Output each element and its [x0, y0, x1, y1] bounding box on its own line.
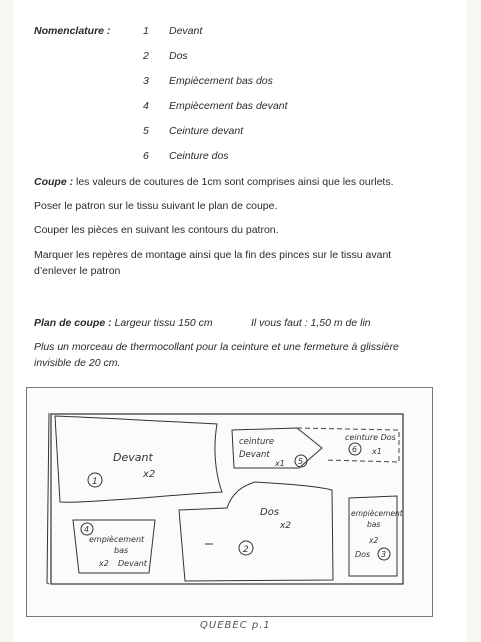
plan-extra-2: invisible de 20 cm.: [34, 357, 121, 369]
ceinture-dos-label: ceinture Dos: [345, 433, 396, 442]
page-caption: QUEBEC p.1: [200, 620, 271, 631]
nomenclature-label: Empiècement bas devant: [169, 100, 288, 112]
devant-qty: x2: [143, 469, 156, 480]
emp-devant-qty: x2: [99, 559, 109, 568]
nomenclature-number: 6: [143, 150, 149, 162]
nomenclature-number: 5: [143, 125, 149, 137]
nomenclature-number: 2: [143, 50, 149, 62]
ceinture-devant-qty: x1: [275, 459, 285, 468]
emp-devant-num: 4: [84, 525, 90, 534]
nomenclature-number: 4: [143, 100, 149, 112]
plan-width: Largeur tissu 150 cm: [114, 317, 213, 329]
coupe-line-3: Couper les pièces en suivant les contours du patron.: [34, 224, 279, 236]
dos-num: 2: [243, 545, 249, 555]
cutting-plan-figure: [26, 387, 433, 617]
coupe-line-1: [34, 176, 394, 189]
plan-extra-1: Plus un morceau de thermocollant pour la ceinture et une fermeture à glissière: [34, 341, 399, 353]
fabric-selvage-left: [47, 413, 49, 584]
coupe-line-5: d’enlever le patron: [34, 265, 121, 277]
cutting-plan-drawing: [27, 388, 432, 616]
piece-dos: [179, 482, 333, 581]
ceinture-devant-label-b: Devant: [239, 450, 270, 460]
plan-line: [34, 317, 213, 330]
emp-dos-label-a: empiècement: [351, 509, 403, 518]
nomenclature-label: Dos: [169, 50, 188, 62]
coupe-text: les valeurs de coutures de 1cm sont comprises ainsi que les ourlets.: [76, 176, 394, 188]
emp-devant-label-c: Devant: [118, 559, 147, 568]
emp-dos-label-b: bas: [367, 520, 381, 529]
nomenclature-number: 1: [143, 25, 149, 37]
dos-qty: x2: [280, 521, 292, 531]
nomenclature-label: Ceinture dos: [169, 150, 229, 162]
coupe-heading: Coupe :: [34, 176, 74, 188]
emp-dos-num: 3: [381, 550, 387, 559]
emp-dos-label-c: Dos: [355, 550, 371, 559]
coupe-line-2: Poser le patron sur le tissu suivant le plan de coupe.: [34, 200, 278, 212]
plan-need: Il vous faut : 1,50 m de lin: [251, 317, 371, 329]
devant-label: Devant: [113, 451, 153, 464]
emp-devant-label-b: bas: [114, 546, 129, 555]
emp-dos-qty: x2: [369, 536, 379, 545]
devant-num: 1: [92, 477, 98, 487]
ceinture-dos-qty: x1: [372, 447, 382, 456]
emp-devant-label-a: empiècement: [89, 535, 145, 544]
dos-label: Dos: [260, 507, 280, 518]
plan-heading: Plan de coupe :: [34, 317, 112, 329]
nomenclature-label: Ceinture devant: [169, 125, 244, 137]
nomenclature-number: 3: [143, 75, 149, 87]
coupe-line-4: Marquer les repères de montage ainsi que la fin des pinces sur le tissu avant: [34, 249, 392, 261]
ceinture-devant-num: 5: [298, 457, 304, 466]
nomenclature-label: Empiècement bas dos: [169, 75, 273, 87]
ceinture-dos-num: 6: [352, 445, 358, 454]
nomenclature-label: Devant: [169, 25, 203, 37]
nomenclature-title: Nomenclature :: [34, 25, 111, 37]
ceinture-devant-label-a: ceinture: [239, 437, 275, 447]
